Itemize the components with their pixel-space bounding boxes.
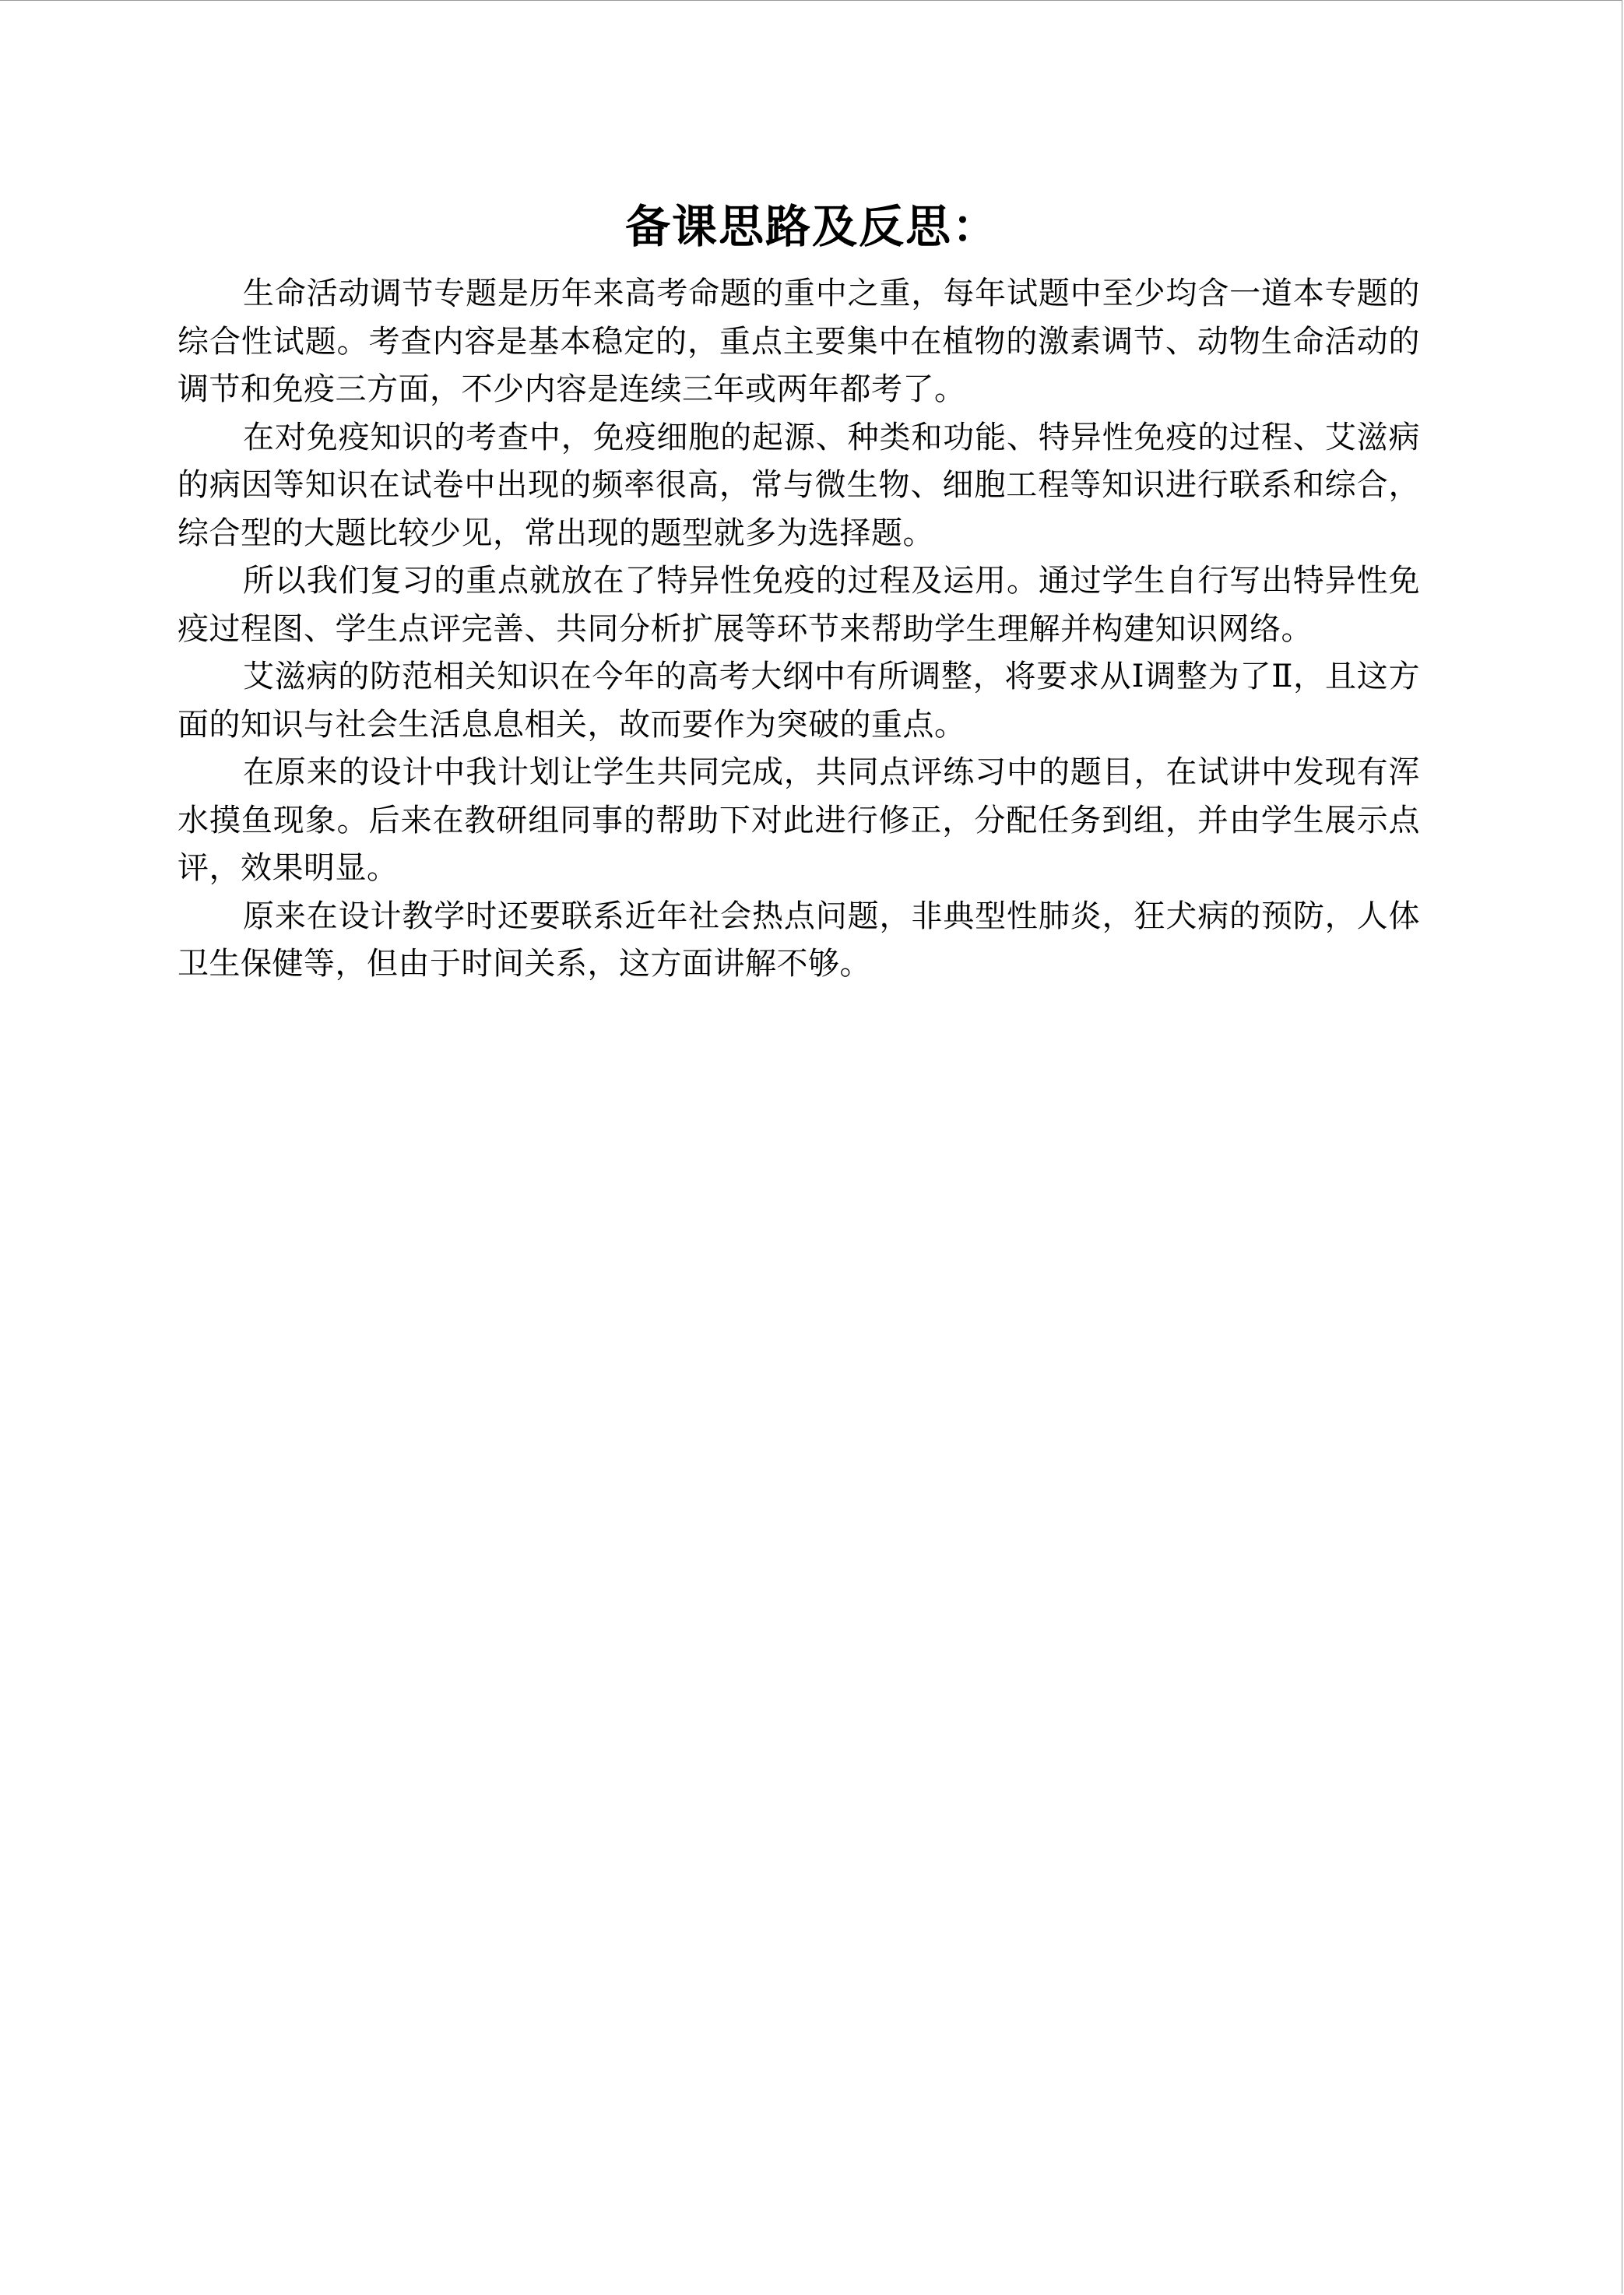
paragraph-4: 艾滋病的防范相关知识在今年的高考大纲中有所调整，将要求从Ⅰ调整为了Ⅱ，且这方面的知识与社会生活息息相关，故而要作为突破的重点。 (178, 659, 1420, 743)
paragraph-2: 在对免疫知识的考查中，免疫细胞的起源、种类和功能、特异性免疫的过程、艾滋病的病因等知识在试卷中出现的频率很高，常与微生物、细胞工程等知识进行联系和综合，综合型的大题比较少见，常出现的题型就多为选择题。 (178, 419, 1420, 551)
page-title: 备课思路及反思： (624, 200, 999, 253)
paragraph-6: 原来在设计教学时还要联系近年社会热点问题，非典型性肺炎，狂犬病的预防，人体卫生保健等，但由于时间关系，这方面讲解不够。 (178, 898, 1420, 982)
paragraph-3: 所以我们复习的重点就放在了特异性免疫的过程及运用。通过学生自行写出特异性免疫过程图、学生点评完善、共同分析扩展等环节来帮助学生理解并构建知识网络。 (178, 563, 1420, 647)
document-body (178, 270, 1420, 989)
paragraph-1: 生命活动调节专题是历年来高考命题的重中之重，每年试题中至少均含一道本专题的综合性试题。考查内容是基本稳定的，重点主要集中在植物的激素调节、动物生命活动的调节和免疫三方面，不少内容是连续三年或两年都考了。 (178, 276, 1420, 407)
paragraph-5: 在原来的设计中我计划让学生共同完成，共同点评练习中的题目，在试讲中发现有浑水摸鱼现象。后来在教研组同事的帮助下对此进行修正，分配任务到组，并由学生展示点评，效果明显。 (178, 754, 1420, 886)
